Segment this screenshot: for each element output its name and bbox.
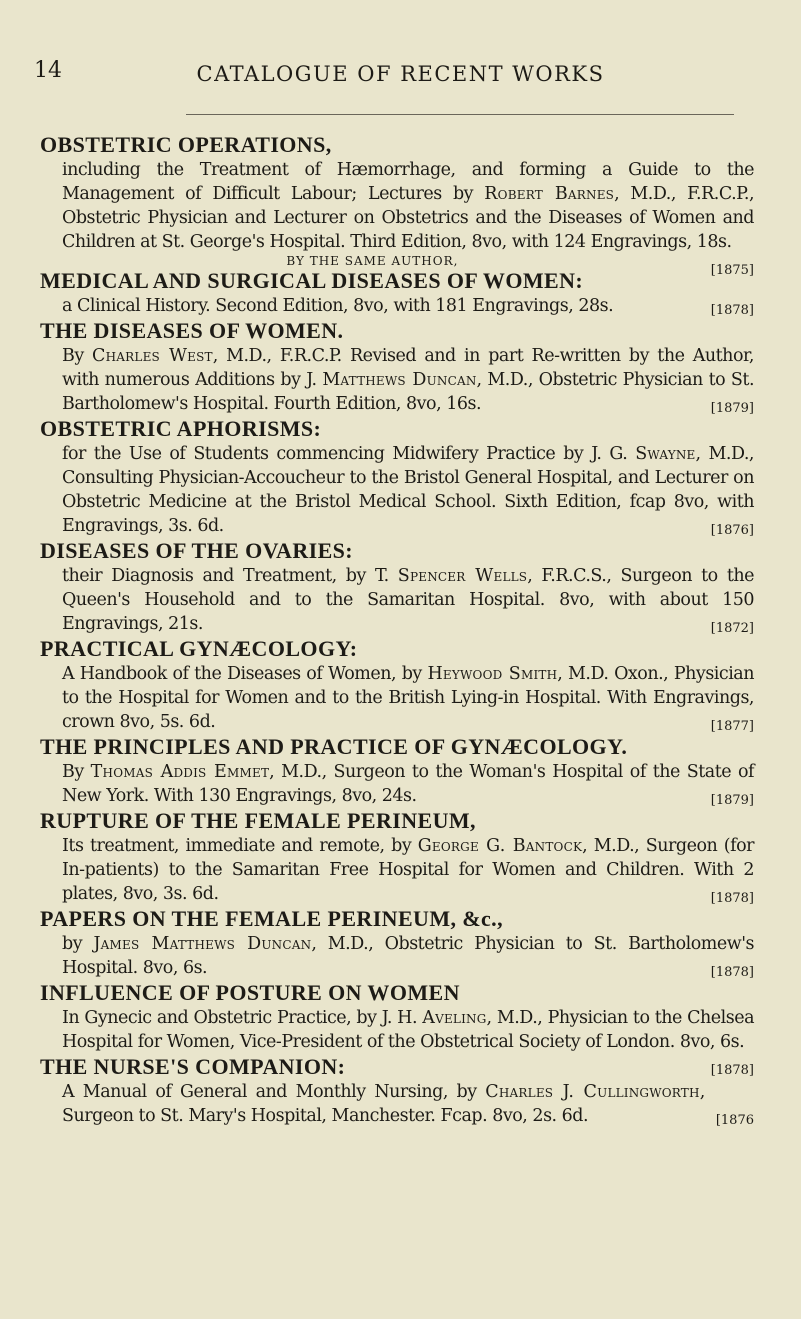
author-name: Charles J. Cullingworth [485, 1082, 700, 1102]
catalogue-entry [40, 906, 754, 980]
entry-description: a Clinical History. Second Edition, 8vo, with 181 Engravings, 28s. [1878] [40, 294, 754, 318]
entry-description: their Diagnosis and Treatment, by T. Spencer Wells, F.R.C.S., Surgeon to the Queen's Household and to the Samaritan Hospital. 8vo, with about 150 Engravings, 21s. [1872] [40, 564, 754, 636]
header-rule [186, 114, 734, 115]
entry-title: MEDICAL AND SURGICAL DISEASES OF WOMEN: [40, 268, 584, 293]
entry-year: [1878] [710, 965, 754, 980]
entry-title: PAPERS ON THE FEMALE PERINEUM, &c., [40, 906, 503, 931]
entry-title: THE NURSE'S COMPANION: [40, 1054, 346, 1079]
catalogue-entry [40, 1054, 754, 1128]
entry-year: [1879] [710, 793, 754, 808]
entry-title: THE DISEASES OF WOMEN. [40, 318, 344, 343]
entry-title: THE PRINCIPLES AND PRACTICE OF GYNÆCOLOGY. [40, 734, 628, 759]
author-name: Swayne [635, 444, 696, 464]
catalogue-entry [40, 808, 754, 906]
entry-title: RUPTURE OF THE FEMALE PERINEUM, [40, 808, 476, 833]
entry-description: By Thomas Addis Emmet, M.D., Surgeon to the Woman's Hospital of the State of New York. With 130 Engravings, 8vo, 24s. [1879] [40, 760, 754, 808]
entry-description: A Handbook of the Diseases of Women, by Heywood Smith, M.D. Oxon., Physician to the Hospital for Women and to the British Lying-in Hospital. With Engravings, crown 8vo, 5s. 6d. [1877] [40, 662, 754, 734]
entry-title: PRACTICAL GYNÆCOLOGY: [40, 636, 358, 661]
author-name: Robert Barnes [484, 184, 615, 204]
catalogue-entry [40, 636, 754, 734]
catalogue-entry [40, 734, 754, 808]
entry-year: [1872] [710, 621, 754, 636]
catalogue-entry [40, 318, 754, 416]
running-head: CATALOGUE OF RECENT WORKS [196, 62, 605, 86]
same-author-note: BY THE SAME AUTHOR, [286, 254, 459, 268]
author-name: Heywood Smith [427, 664, 558, 684]
entry-year: [1875] [710, 263, 754, 278]
entry-list [40, 132, 754, 1133]
catalogue-entry [40, 416, 754, 538]
entry-year: [1878] [710, 891, 754, 906]
entry-description: Its treatment, immediate and remote, by George G. Bantock, M.D., Surgeon (for In-patients) to the Samaritan Free Hospital for Women and Children. With 2 plates, 8vo, 3s. 6d. [1878] [40, 834, 754, 906]
entry-title: INFLUENCE OF POSTURE ON WOMEN [40, 980, 460, 1005]
entry-description: including the Treatment of Hæmorrhage, and forming a Guide to the Management of Difficult Labour; Lectures by Robert Barnes, M.D., F.R.C.P., Obstetric Physician and Lecturer on Obstetrics and the Diseases of Women and Children at St. George's Hospital. Third Edition, 8vo, with 124 Engravings, 18s. [1875] [40, 158, 754, 254]
entry-year: [1878] [710, 303, 754, 318]
entry-year: [1877] [710, 719, 754, 734]
entry-description: A Manual of General and Monthly Nursing, by Charles J. Cullingworth, Surgeon to St. Mary's Hospital, Manchester. Fcap. 8vo, 2s. 6d. [1876 [40, 1080, 754, 1128]
entry-description: By Charles West, M.D., F.R.C.P. Revised and in part Re-written by the Author, with numerous Additions by J. Matthews Duncan, M.D., Obstetric Physician to St. Bartholomew's Hospital. Fourth Edition, 8vo, 16s. [1879] [40, 344, 754, 416]
catalogue-entry [40, 538, 754, 636]
author-name: George G. Bantock [417, 836, 583, 856]
entry-description: In Gynecic and Obstetric Practice, by J. H. Aveling, M.D., Physician to the Chelsea Hospital for Women, Vice-President of the Obstetrical Society of London. 8vo, 6s. [1878] [40, 1006, 754, 1054]
entry-description: by James Matthews Duncan, M.D., Obstetric Physician to St. Bartholomew's Hospital. 8vo, 6s. [1878] [40, 932, 754, 980]
author-name: Aveling [422, 1008, 487, 1028]
page-number: 14 [34, 58, 62, 83]
entry-description: for the Use of Students commencing Midwifery Practice by J. G. Swayne, M.D., Consulting Physician-Accoucheur to the Bristol General Hospital, and Lecturer on Obstetric Medicine at the Bristol Medical School. Sixth Edition, fcap 8vo, with Engravings, 3s. 6d. [1876] [40, 442, 754, 538]
entry-year: [1878] [710, 1063, 754, 1078]
author-name: Charles West [92, 346, 213, 366]
entry-title: OBSTETRIC APHORISMS: [40, 416, 322, 441]
author-name: James Matthews Duncan [93, 934, 312, 954]
catalogue-entry [40, 254, 754, 318]
entry-title: DISEASES OF THE OVARIES: [40, 538, 354, 563]
entry-year: [1876] [710, 523, 754, 538]
author-name: Matthews Duncan [322, 370, 477, 390]
entry-year: [1879] [710, 401, 754, 416]
entry-title: OBSTETRIC OPERATIONS, [40, 132, 332, 157]
author-name: Spencer Wells [397, 566, 528, 586]
author-name: Thomas Addis Emmet [90, 762, 270, 782]
entry-year: [1876 [715, 1113, 754, 1128]
